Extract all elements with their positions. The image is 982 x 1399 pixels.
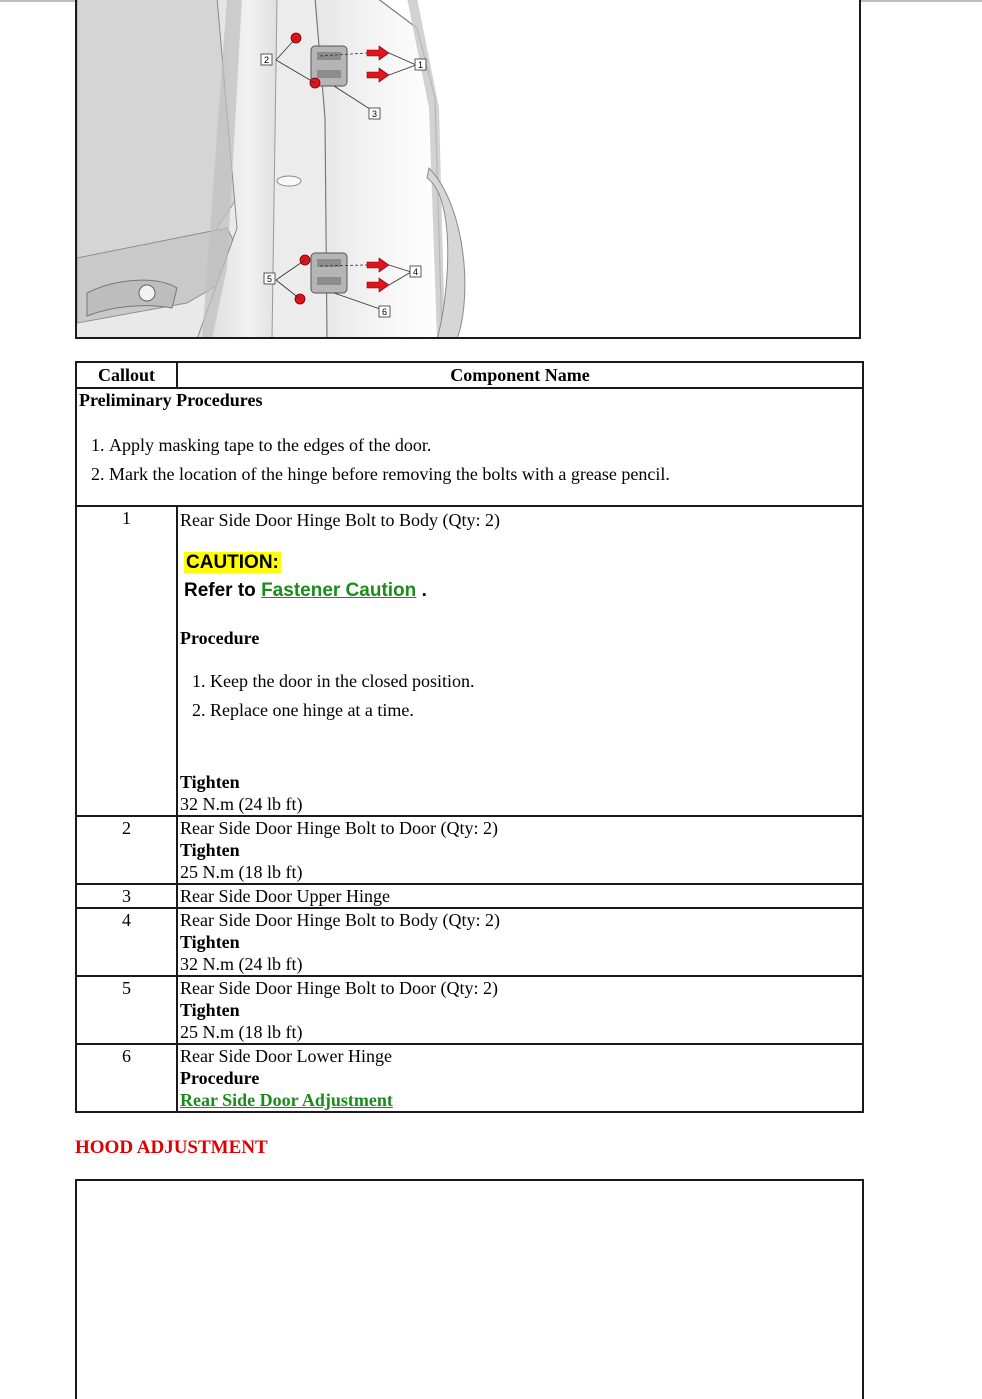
procedure-title: Procedure: [180, 1068, 260, 1088]
component-name: Rear Side Door Lower Hinge: [180, 1046, 392, 1066]
list-item: 2. Replace one hinge at a time.: [210, 696, 860, 725]
preliminary-row: [76, 388, 863, 506]
component-name: Rear Side Door Hinge Bolt to Door (Qty: 2): [180, 818, 498, 838]
door-hinge-drawing: [77, 0, 859, 339]
tighten-label: Tighten: [180, 840, 240, 860]
caution-text: Refer to: [184, 580, 256, 601]
list-item: 1. Apply masking tape to the edges of the door.: [109, 431, 860, 460]
door-hinge-illustration: [75, 0, 861, 339]
procedure-steps: [180, 667, 860, 725]
preliminary-steps: [79, 431, 860, 489]
upper-hinge-detail: [317, 70, 341, 78]
striker-icon: [277, 176, 301, 186]
list-item: 2. Mark the location of the hinge before removing the bolts with a grease pencil.: [109, 460, 860, 489]
torque-value: 25 N.m (18 lb ft): [180, 862, 303, 882]
tighten-label: Tighten: [180, 932, 240, 952]
section-title: HOOD ADJUSTMENT: [75, 1137, 268, 1158]
table-row: [76, 1044, 863, 1112]
callout-cell: 5: [76, 976, 177, 1044]
component-cell: [177, 976, 863, 1044]
table-row: [76, 816, 863, 884]
list-item: 1. Keep the door in the closed position.: [210, 667, 860, 696]
caution-label: CAUTION:: [186, 552, 279, 573]
table-header-row: [76, 362, 863, 388]
table-row: [76, 908, 863, 976]
callout-label-6: 6: [381, 307, 388, 317]
torque-value: 32 N.m (24 lb ft): [180, 794, 303, 814]
component-table: [75, 361, 864, 1113]
preliminary-title: Preliminary Procedures: [79, 390, 263, 410]
torque-value: 25 N.m (18 lb ft): [180, 1022, 303, 1042]
component-name: Rear Side Door Upper Hinge: [180, 886, 390, 906]
callout-cell: 6: [76, 1044, 177, 1112]
component-name: Rear Side Door Hinge Bolt to Door (Qty: 2): [180, 978, 498, 998]
caution-block: [184, 549, 860, 605]
component-cell: [177, 816, 863, 884]
component-name: Rear Side Door Hinge Bolt to Body (Qty: 2): [180, 510, 500, 530]
callout-label-4: 4: [412, 267, 419, 277]
component-cell: [177, 908, 863, 976]
preliminary-cell: [76, 388, 863, 506]
callout-label-2: 2: [263, 55, 270, 65]
component-name: Rear Side Door Hinge Bolt to Body (Qty: 2): [180, 910, 500, 930]
torque-value: 32 N.m (24 lb ft): [180, 954, 303, 974]
header-callout: Callout: [76, 362, 177, 388]
callout-label-5: 5: [266, 274, 273, 284]
callout-cell: 3: [76, 884, 177, 908]
table-row: [76, 976, 863, 1044]
caution-end: .: [421, 580, 427, 601]
callout-cell: 2: [76, 816, 177, 884]
component-cell: [177, 1044, 863, 1112]
tighten-label: Tighten: [180, 772, 240, 792]
fastener-caution-link[interactable]: Fastener Caution: [261, 580, 417, 601]
hood-adjustment-illustration: [75, 1179, 864, 1399]
lower-hinge-detail: [317, 277, 341, 285]
table-row: [76, 506, 863, 816]
header-component-name: Component Name: [177, 362, 863, 388]
procedure-title: Procedure: [180, 628, 260, 648]
table-row: [76, 884, 863, 908]
rear-side-door-adjustment-link[interactable]: Rear Side Door Adjustment: [180, 1090, 393, 1110]
callout-label-1: 1: [417, 60, 424, 70]
callout-label-3: 3: [371, 109, 378, 119]
callout-cell: 1: [76, 506, 177, 816]
component-cell: [177, 506, 863, 816]
seat-knob-icon: [139, 285, 155, 301]
tighten-label: Tighten: [180, 1000, 240, 1020]
callout-cell: 4: [76, 908, 177, 976]
component-cell: [177, 884, 863, 908]
